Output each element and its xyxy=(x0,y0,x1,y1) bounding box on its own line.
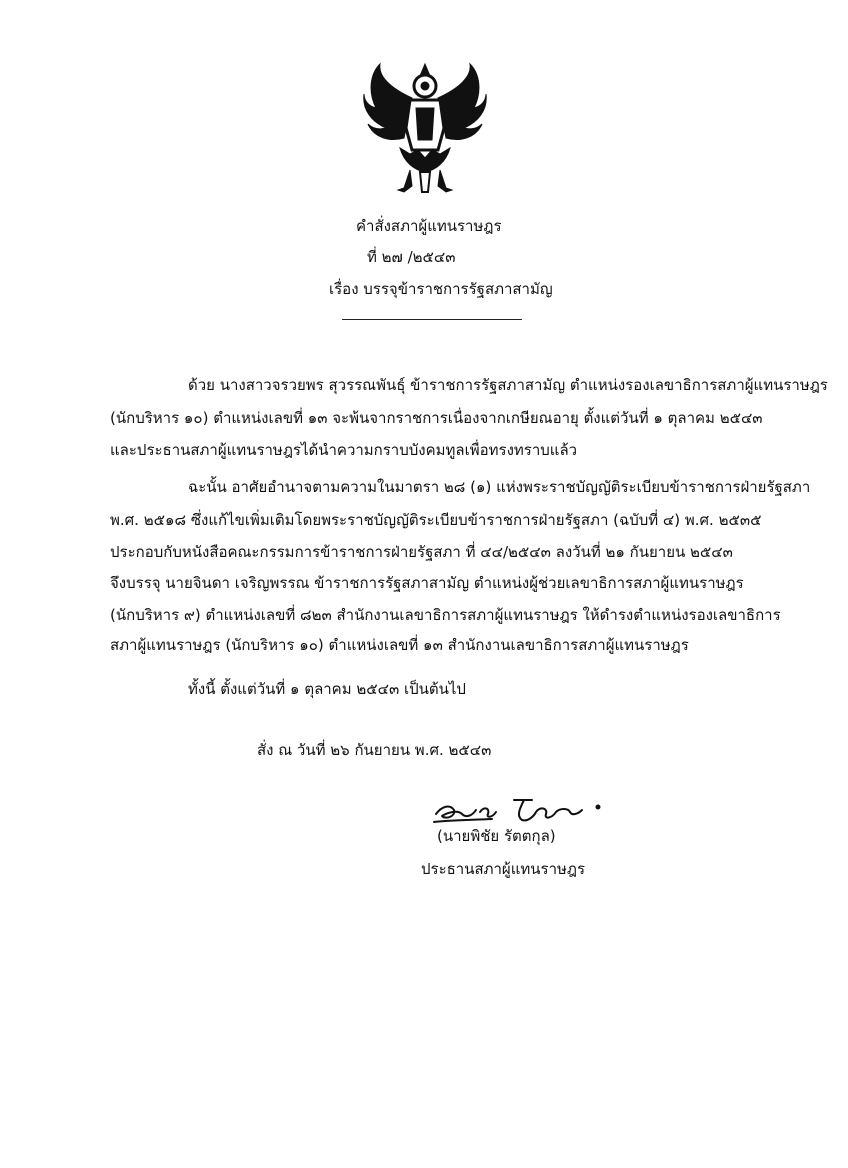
para1-line3: และประธานสภาผู้แทนราษฎรได้นำความกราบบังคมทูลเพื่อทรงทราบแล้ว xyxy=(110,441,578,459)
order-number: ที่ ๒๗ /๒๕๔๓ xyxy=(367,248,456,266)
para2-line6: สภาผู้แทนราษฎร (นักบริหาร ๑๐) ตำแหน่งเลขที่ ๑๓ สำนักงานเลขาธิการสภาผู้แทนราษฎร xyxy=(110,636,689,654)
garuda-emblem-icon xyxy=(360,58,490,198)
para1-line2: (นักบริหาร ๑๐) ตำแหน่งเลขที่ ๑๓ จะพ้นจากราชการเนื่องจากเกษียณอายุ ตั้งแต่วันที่ ๑ ตุลาคม ๒๕๔๓ xyxy=(110,409,763,427)
para1-line1: ด้วย นางสาวจรวยพร สุวรรณพันธุ์ ข้าราชการรัฐสภาสามัญ ตำแหน่งรองเลขาธิการสภาผู้แทนราษฎร xyxy=(188,376,828,394)
para2-line1: ฉะนั้น อาศัยอำนาจตามความในมาตรา ๒๘ (๑) แห่งพระราชบัญญัติระเบียบข้าราชการฝ่ายรัฐสภา xyxy=(188,478,811,496)
para2-line2: พ.ศ. ๒๕๑๘ ซึ่งแก้ไขเพิ่มเติมโดยพระราชบัญญัติระเบียบข้าราชการฝ่ายรัฐสภา (ฉบับที่ ๔) พ.ศ. ๒๕๓๕ xyxy=(110,511,762,529)
header-divider xyxy=(342,319,522,320)
signer-title: ประธานสภาผู้แทนราษฎร xyxy=(421,860,586,878)
handwritten-signature-icon xyxy=(432,792,602,828)
signer-name: (นายพิชัย รัตตกุล) xyxy=(437,827,556,845)
para2-line3: ประกอบกับหนังสือคณะกรรมการข้าราชการฝ่ายรัฐสภา ที่ ๔๔/๒๕๔๓ ลงวันที่ ๒๑ กันยายน ๒๕๔๓ xyxy=(110,543,733,561)
para2-line4: จึงบรรจุ นายจินดา เจริญพรรณ ข้าราชการรัฐสภาสามัญ ตำแหน่งผู้ช่วยเลขาธิการสภาผู้แทนราษฎร xyxy=(110,574,744,592)
para3-line: ทั้งนี้ ตั้งแต่วันที่ ๑ ตุลาคม ๒๕๔๓ เป็นต้นไป xyxy=(188,680,466,698)
order-title: คำสั่งสภาผู้แทนราษฎร xyxy=(356,217,502,235)
para2-line5: (นักบริหาร ๙) ตำแหน่งเลขที่ ๘๒๓ สำนักงานเลขาธิการสภาผู้แทนราษฎร ให้ดำรงตำแหน่งรองเลขาธิการ xyxy=(110,606,781,624)
order-date: สั่ง ณ วันที่ ๒๖ กันยายน พ.ศ. ๒๕๔๓ xyxy=(257,741,492,759)
order-subject: เรื่อง บรรจุข้าราชการรัฐสภาสามัญ xyxy=(329,280,553,298)
